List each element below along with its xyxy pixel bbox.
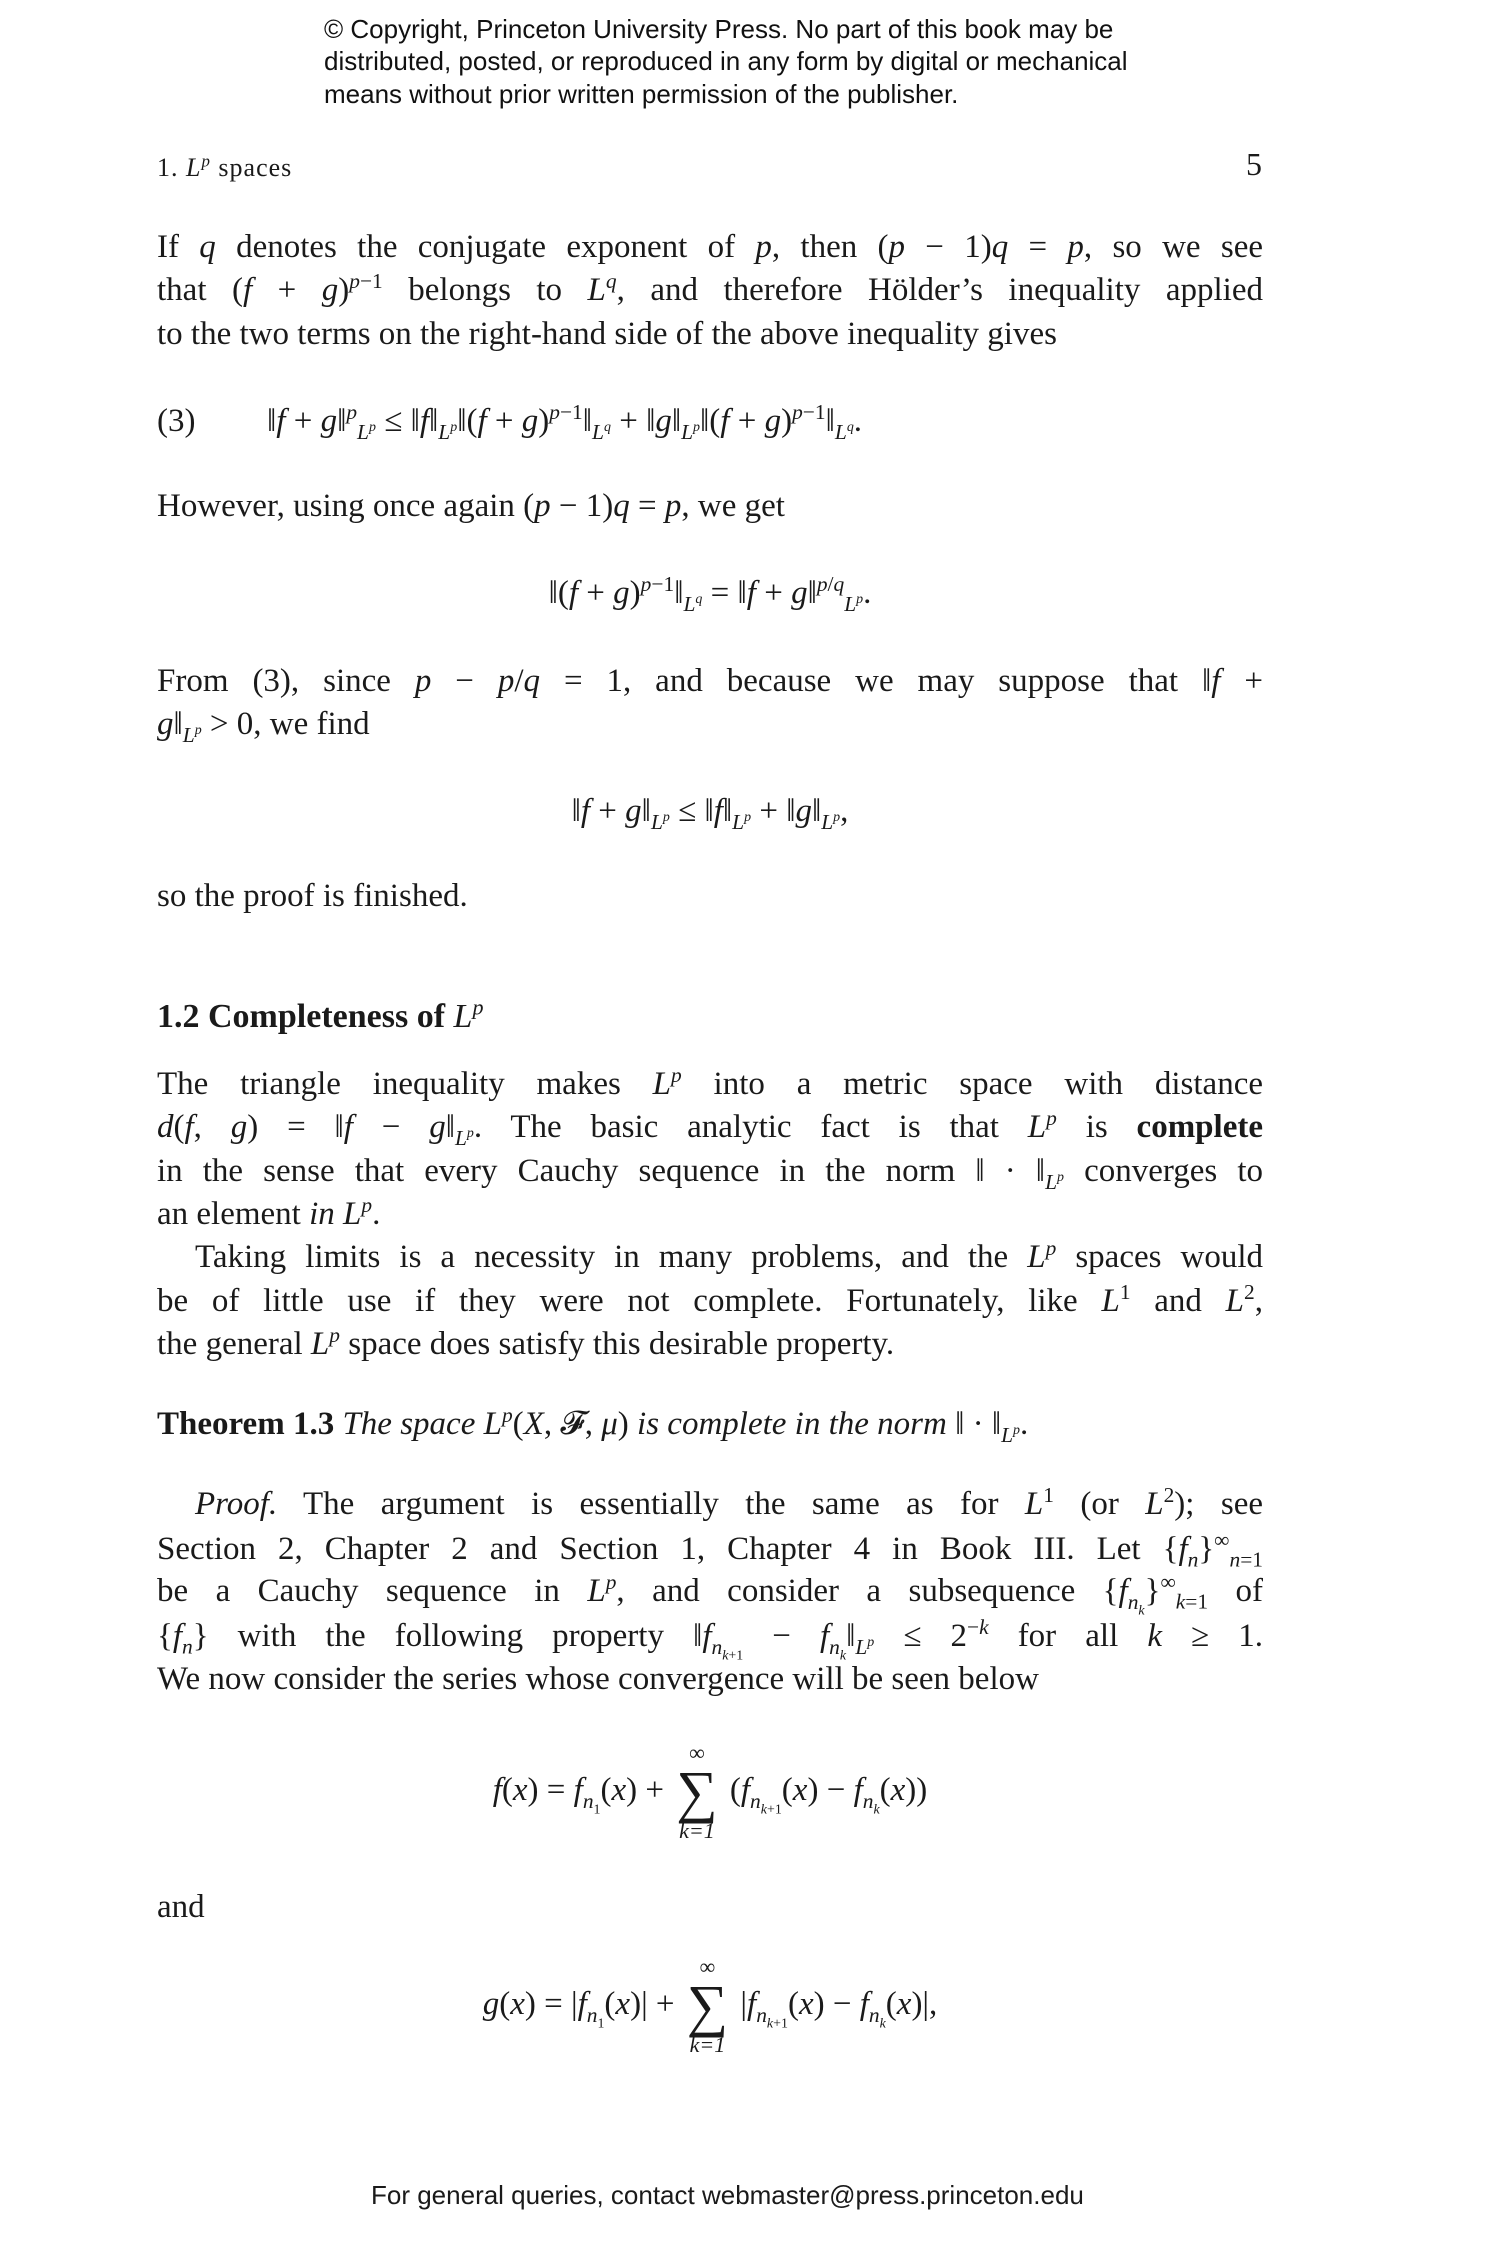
- paragraph-line: that $(f + g)^{p-1}$ belongs to $L^q$, and therefore Hölder’s inequality applied: [157, 269, 1263, 308]
- copyright-line: means without prior written permission of the publisher.: [324, 79, 959, 109]
- equation-lhs: $f(x) = f_{n_1}(x)$ +: [492, 1772, 665, 1817]
- paragraph-line: in the sense that every Cauchy sequence in the norm ‖ · $‖_{L^p}$ converges to: [157, 1153, 1263, 1194]
- equation-number: (3): [157, 403, 196, 439]
- paragraph-line: an element in $L^p$.: [157, 1193, 381, 1232]
- summation: [687, 1956, 728, 2056]
- sum-symbol: ∑: [686, 1973, 729, 2039]
- paragraph-line: d(f, g) = ‖f − $g‖_{L^p}$. The basic analytic fact is that $L^p$ is complete: [157, 1106, 1263, 1150]
- paragraph-line: so the proof is finished.: [157, 878, 468, 914]
- equation-rhs: $(f_{n_{k+1}}(x) - f_{n_k}(x))$: [729, 1772, 928, 1817]
- equation-g: [157, 1944, 1263, 2064]
- sum-upper-limit: ∞: [699, 1954, 716, 1980]
- proof-line: We now consider the series whose convergence will be seen below: [157, 1661, 1039, 1697]
- theorem-statement: Theorem 1.3 The space $L^p(X$, 𝓕, μ) is complete in the norm ‖ · $‖_{L^p}$.: [157, 1403, 1029, 1447]
- paragraph-line: However, using once again (p − 1)q = p, we get: [157, 488, 785, 524]
- equation-body: ‖f + g‖$^p_{L^p}$ ≤ $‖f‖_{L^p}‖(f$ + $g)^{p-1}‖_{L^q}$ + $‖g‖_{L^p}‖(f$ + $g)^{p-1}‖_{L^q}$.: [267, 400, 863, 444]
- display-equation: ‖f + $g‖_{L^p}$ ≤ $‖f‖_{L^p}$ + $‖g‖_{L^p}$,: [571, 793, 849, 834]
- paragraph-line: be of little use if they were not complete. Fortunately, like $L^1$ and $L^2$,: [157, 1280, 1263, 1319]
- paragraph-line: If q denotes the conjugate exponent of p, then (p − 1)q = p, so we see: [157, 229, 1263, 265]
- section-heading: 1.2 Completeness of $L^p$: [157, 994, 484, 1035]
- paragraph-line: the general $L^p$ space does satisfy this desirable property.: [157, 1323, 895, 1362]
- summation: [676, 1742, 717, 1842]
- copyright-line: distributed, posted, or reproduced in any form by digital or mechanical: [324, 46, 1128, 76]
- sum-symbol: ∑: [676, 1759, 718, 1825]
- paragraph-line: The triangle inequality makes $L^p$ into a metric space with distance: [157, 1063, 1263, 1102]
- sum-lower-limit: k=1: [689, 2032, 726, 2058]
- proof-line: be a Cauchy sequence in $L^p$, and consider a subsequence $\{f_{n_k}\}^\infty_{k=1}$ of: [157, 1570, 1263, 1618]
- paragraph-line: to the two terms on the right-hand side of the above inequality gives: [157, 316, 1057, 352]
- equation-3: [157, 399, 1263, 443]
- display-equation: ‖(f + $g)^{p-1}‖_{L^q}$ = ‖f + g‖$^{p/q}_{L^p}$.: [548, 572, 872, 616]
- proof-line: Proof. The argument is essentially the same as for $L^1$ (or $L^2$); see: [195, 1483, 1263, 1522]
- paragraph-line: Taking limits is a necessity in many problems, and the $L^p$ spaces would: [195, 1236, 1263, 1275]
- running-header: 1. $L^p$ spaces: [157, 151, 293, 182]
- equation-f: [157, 1730, 1263, 1850]
- paragraph-line: and: [157, 1889, 205, 1925]
- sum-upper-limit: ∞: [689, 1740, 705, 1766]
- proof-line: Section 2, Chapter 2 and Section 1, Chapter 4 in Book III. Let $\{f_n\}^\infty_{n=1}$: [157, 1528, 1263, 1572]
- proof-line: $\{f_n\}$ with the following property $‖f_{n_{k+1}}$ − $f_{n_k}‖_{L^p} \le 2^{-k}$ for all k ≥ 1.: [157, 1615, 1263, 1663]
- paragraph-line: $g‖_{L^p} > 0$, we find: [157, 706, 370, 747]
- page-number: 5: [1246, 146, 1263, 182]
- equation-rhs: $|f_{n_{k+1}}(x) - f_{n_k}(x)|$,: [740, 1986, 938, 2031]
- paragraph-line: From (3), since p − p/q = 1, and because we may suppose that ‖f +: [157, 663, 1263, 699]
- copyright-line: © Copyright, Princeton University Press. No part of this book may be: [324, 14, 1114, 44]
- equation-lhs: $g(x) = |f_{n_1}(x)|$ +: [482, 1986, 675, 2031]
- sum-lower-limit: k=1: [679, 1818, 715, 1844]
- footer-contact: For general queries, contact webmaster@press.princeton.edu: [371, 2180, 1084, 2210]
